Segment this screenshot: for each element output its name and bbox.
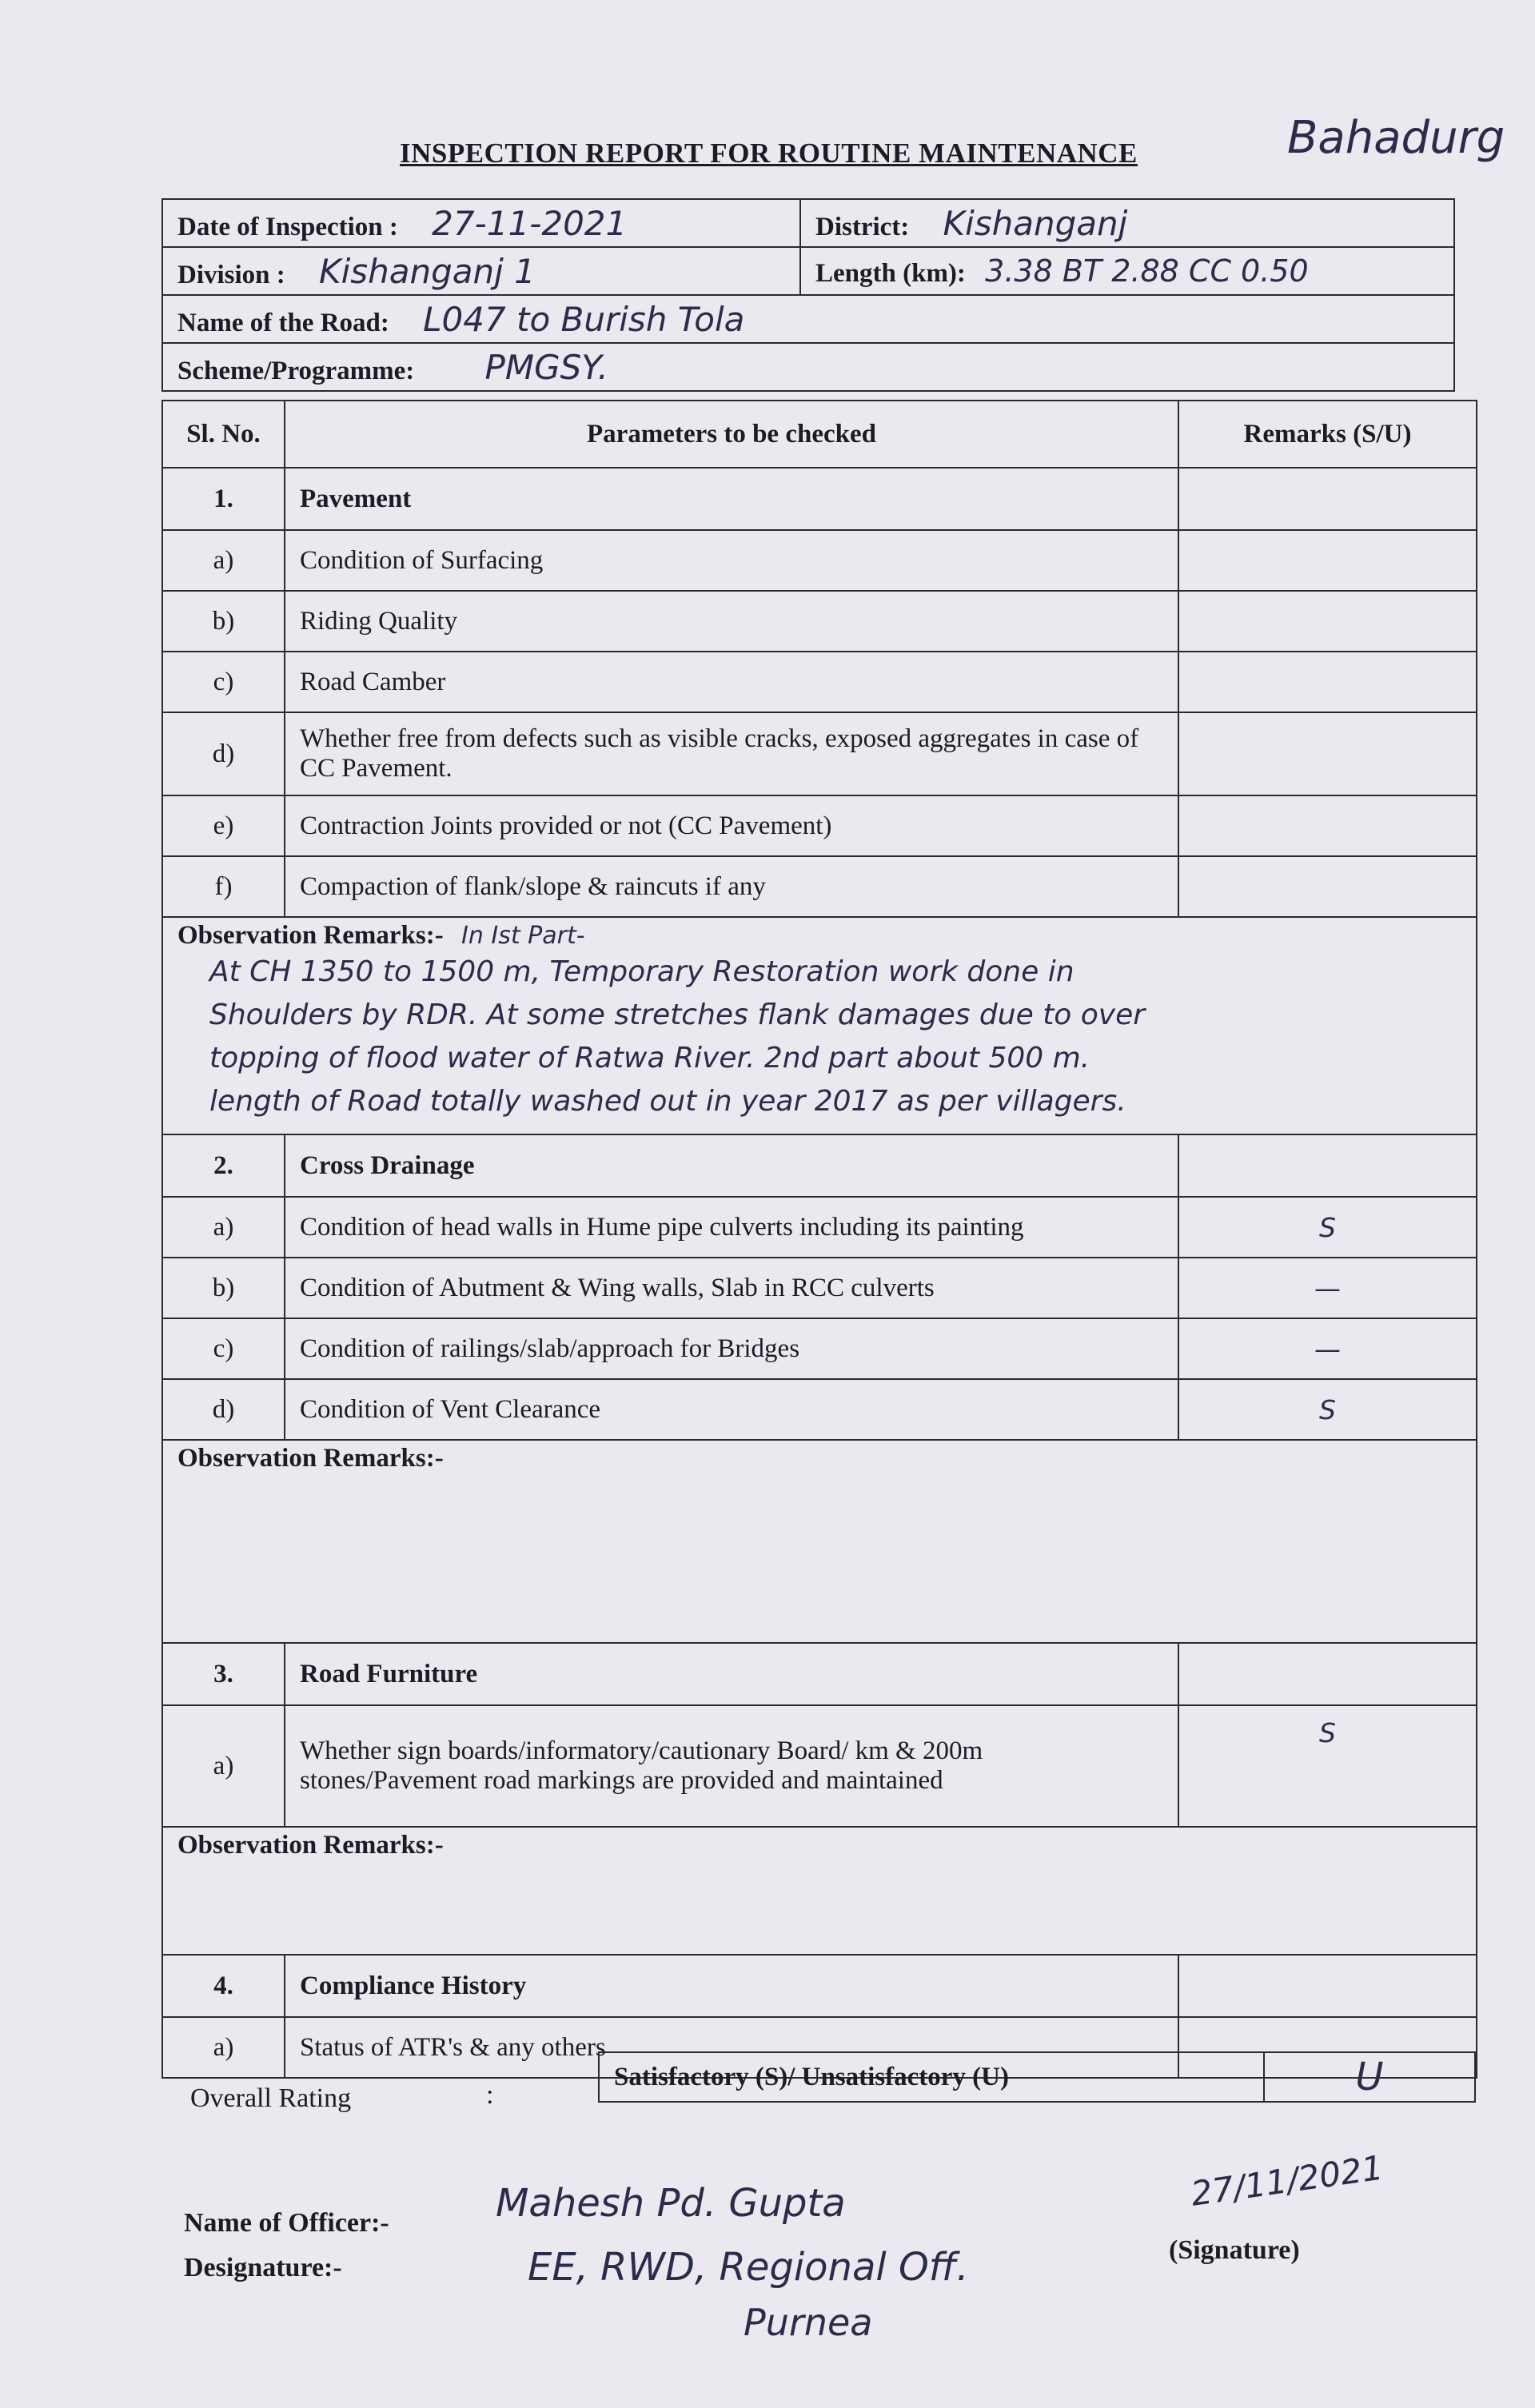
designation-label: Designature:- bbox=[184, 2253, 342, 2282]
officer-name-value: Mahesh Pd. Gupta bbox=[496, 2181, 846, 2226]
section-furniture-row bbox=[162, 1643, 1477, 1705]
table-row bbox=[162, 1705, 1477, 1827]
overall-rating-colon: : bbox=[486, 2080, 494, 2110]
length-label: Length (km): bbox=[815, 259, 966, 288]
item-remark bbox=[1178, 712, 1477, 795]
item-sl: a) bbox=[162, 1197, 285, 1258]
signature-label: (Signature) bbox=[1169, 2235, 1300, 2265]
item-remark: S bbox=[1178, 1379, 1477, 1440]
date-label: Date of Inspection : bbox=[177, 212, 398, 241]
section-title: Cross Drainage bbox=[285, 1134, 1178, 1197]
scheme-cell bbox=[162, 343, 1454, 391]
item-remark: — bbox=[1178, 1258, 1477, 1318]
item-sl: a) bbox=[162, 2017, 285, 2078]
item-remark bbox=[1178, 856, 1477, 917]
item-sl: a) bbox=[162, 530, 285, 591]
table-row bbox=[162, 1197, 1477, 1258]
item-sl: b) bbox=[162, 1258, 285, 1318]
table-row bbox=[162, 712, 1477, 795]
item-text: Whether sign boards/informatory/cautionary Board/ km & 200m stones/Pavement road markings are provided and maintained bbox=[285, 1705, 1178, 1827]
item-remark: S bbox=[1178, 1197, 1477, 1258]
item-remark bbox=[1178, 795, 1477, 856]
remark-cell bbox=[1178, 1955, 1477, 2017]
item-remark: — bbox=[1178, 1318, 1477, 1379]
division-label: Division : bbox=[177, 260, 285, 289]
item-text: Condition of railings/slab/approach for Bridges bbox=[285, 1318, 1178, 1379]
observation-row-pavement bbox=[162, 917, 1477, 1134]
item-text: Condition of Abutment & Wing walls, Slab in RCC culverts bbox=[285, 1258, 1178, 1318]
table-row bbox=[162, 530, 1477, 591]
length-value: 3.38 BT 2.88 CC 0.50 bbox=[985, 253, 1309, 289]
section-number: 2. bbox=[162, 1134, 285, 1197]
item-text: Condition of Surfacing bbox=[285, 530, 1178, 591]
section-title: Pavement bbox=[285, 468, 1178, 530]
section-number: 1. bbox=[162, 468, 285, 530]
scheme-value: PMGSY. bbox=[484, 347, 608, 387]
remarks-header: Remarks (S/U) bbox=[1178, 401, 1477, 468]
observation-cell bbox=[162, 917, 1477, 1134]
item-sl: d) bbox=[162, 1379, 285, 1440]
date-value: 27-11-2021 bbox=[432, 203, 628, 243]
section-number: 4. bbox=[162, 1955, 285, 2017]
observation-cell bbox=[162, 1827, 1477, 1955]
length-cell bbox=[800, 247, 1454, 295]
item-remark bbox=[1178, 591, 1477, 652]
district-cell bbox=[800, 199, 1454, 247]
item-remark bbox=[1178, 530, 1477, 591]
observation-label: Observation Remarks:- bbox=[177, 1444, 444, 1473]
item-text: Riding Quality bbox=[285, 591, 1178, 652]
observation-line: Shoulders by RDR. At some stretches flank damages due to over bbox=[209, 999, 1146, 1031]
observation-row-furniture bbox=[162, 1827, 1477, 1955]
item-sl: b) bbox=[162, 591, 285, 652]
scheme-label: Scheme/Programme: bbox=[177, 356, 415, 385]
road-cell bbox=[162, 295, 1454, 343]
observation-cell bbox=[162, 1440, 1477, 1643]
rating-value: U bbox=[1264, 2052, 1475, 2102]
section-compliance-row bbox=[162, 1955, 1477, 2017]
table-row bbox=[162, 591, 1477, 652]
date-cell bbox=[162, 199, 800, 247]
item-text: Compaction of flank/slope & raincuts if any bbox=[285, 856, 1178, 917]
item-sl: c) bbox=[162, 1318, 285, 1379]
item-text: Whether free from defects such as visible cracks, exposed aggregates in case of CC Pavement. bbox=[285, 712, 1178, 795]
section-title: Compliance History bbox=[285, 1955, 1178, 2017]
district-label: District: bbox=[815, 212, 910, 241]
observation-row-drainage bbox=[162, 1440, 1477, 1643]
district-value: Kishanganj bbox=[943, 203, 1128, 243]
item-text: Contraction Joints provided or not (CC Pavement) bbox=[285, 795, 1178, 856]
item-sl: c) bbox=[162, 652, 285, 712]
param-header: Parameters to be checked bbox=[285, 401, 1178, 468]
rating-options: Satisfactory (S)/ Unsatisfactory (U) bbox=[599, 2052, 1264, 2102]
checklist-table bbox=[161, 400, 1477, 2079]
remark-cell bbox=[1178, 468, 1477, 530]
observation-label: Observation Remarks:- bbox=[177, 1831, 444, 1860]
table-row bbox=[162, 652, 1477, 712]
officer-name-label: Name of Officer:- bbox=[184, 2208, 389, 2238]
section-number: 3. bbox=[162, 1643, 285, 1705]
designation-value: EE, RWD, Regional Off. bbox=[528, 2245, 969, 2290]
observation-label: Observation Remarks:- bbox=[177, 921, 444, 950]
item-text: Status of ATR's & any others bbox=[285, 2017, 1178, 2078]
section-drainage-row bbox=[162, 1134, 1477, 1197]
observation-line: At CH 1350 to 1500 m, Temporary Restoration work done in bbox=[209, 955, 1074, 988]
observation-line: length of Road totally washed out in year 2017 as per villagers. bbox=[209, 1085, 1126, 1118]
item-sl: a) bbox=[162, 1705, 285, 1827]
overall-rating-box bbox=[598, 2051, 1476, 2103]
observation-line: topping of flood water of Ratwa River. 2nd part about 500 m. bbox=[209, 1042, 1090, 1074]
table-header-row bbox=[162, 401, 1477, 468]
report-title: INSPECTION REPORT FOR ROUTINE MAINTENANCE bbox=[400, 138, 1138, 169]
item-sl: e) bbox=[162, 795, 285, 856]
table-row bbox=[162, 1258, 1477, 1318]
designation-value-line2: Purnea bbox=[744, 2301, 873, 2344]
item-text: Condition of Vent Clearance bbox=[285, 1379, 1178, 1440]
item-sl: f) bbox=[162, 856, 285, 917]
item-remark: S bbox=[1178, 1705, 1477, 1827]
sl-header: Sl. No. bbox=[162, 401, 285, 468]
signature-date: 27/11/2021 bbox=[1188, 2147, 1386, 2214]
observation-lead: In Ist Part- bbox=[460, 922, 585, 950]
section-title: Road Furniture bbox=[285, 1643, 1178, 1705]
road-label: Name of the Road: bbox=[177, 308, 389, 337]
table-row bbox=[162, 795, 1477, 856]
corner-handwritten-note: Bahadurg bbox=[1287, 112, 1505, 164]
header-info-table bbox=[161, 198, 1455, 392]
item-sl: d) bbox=[162, 712, 285, 795]
section-pavement-row bbox=[162, 468, 1477, 530]
division-cell bbox=[162, 247, 800, 295]
table-row bbox=[162, 1318, 1477, 1379]
item-text: Road Camber bbox=[285, 652, 1178, 712]
remark-cell bbox=[1178, 1643, 1477, 1705]
overall-rating-label: Overall Rating bbox=[190, 2083, 352, 2113]
road-value: L047 to Burish Tola bbox=[423, 299, 745, 339]
remark-cell bbox=[1178, 1134, 1477, 1197]
item-text: Condition of head walls in Hume pipe culverts including its painting bbox=[285, 1197, 1178, 1258]
division-value: Kishanganj 1 bbox=[319, 251, 536, 291]
table-row bbox=[162, 1379, 1477, 1440]
item-remark bbox=[1178, 652, 1477, 712]
table-row bbox=[162, 856, 1477, 917]
